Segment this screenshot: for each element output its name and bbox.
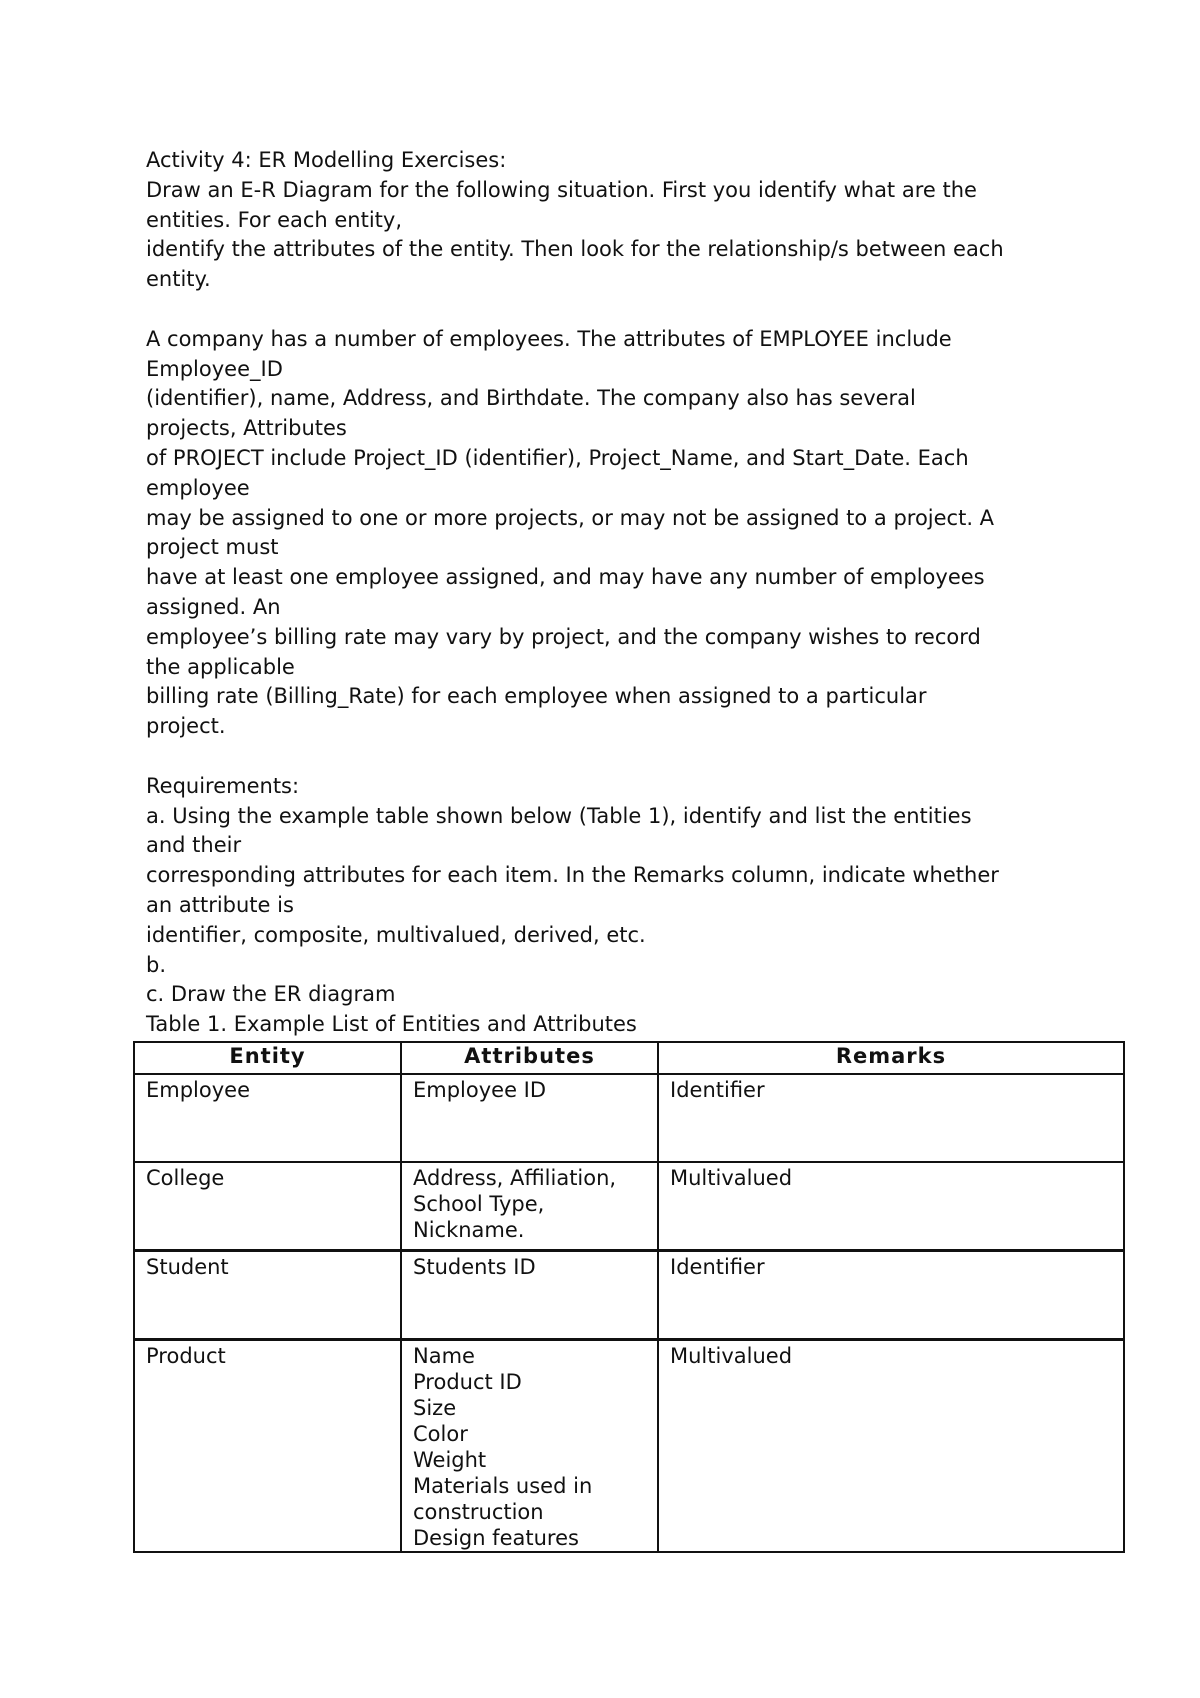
- scenario-line: employee: [146, 475, 250, 500]
- cell-attributes: [401, 1340, 658, 1553]
- attribute-line: Materials used in: [413, 1474, 593, 1498]
- table-row: [134, 1162, 1124, 1251]
- scenario-line: have at least one employee assigned, and may have any number of employees: [146, 565, 985, 590]
- cell-entity: Product: [134, 1340, 401, 1553]
- cell-attributes: [401, 1251, 658, 1340]
- entity-attribute-table: [133, 1041, 1125, 1553]
- requirement-line: corresponding attributes for each item. In the Remarks column, indicate whether: [146, 863, 999, 888]
- attribute-line: Students ID: [413, 1255, 536, 1279]
- table-row: [134, 1251, 1124, 1340]
- intro-line: Draw an E-R Diagram for the following situation. First you identify what are the: [146, 177, 977, 202]
- scenario-line: (identifier), name, Address, and Birthdate. The company also has several: [146, 386, 916, 411]
- cell-remarks: Multivalued: [658, 1162, 1124, 1251]
- requirement-line: a. Using the example table shown below (Table 1), identify and list the entities: [146, 803, 972, 828]
- header-remarks: Remarks: [658, 1042, 1124, 1074]
- intro-line: identify the attributes of the entity. Then look for the relationship/s between each: [146, 237, 1004, 262]
- scenario-line: billing rate (Billing_Rate) for each employee when assigned to a particular: [146, 684, 927, 709]
- attribute-line: Size: [413, 1396, 457, 1420]
- table-caption: Table 1. Example List of Entities and Attributes: [146, 1012, 637, 1037]
- requirements-heading: Requirements:: [146, 773, 300, 798]
- table-row: [134, 1340, 1124, 1553]
- scenario-line: employee’s billing rate may vary by project, and the company wishes to record: [146, 624, 981, 649]
- attribute-line: Design features: [413, 1526, 579, 1550]
- scenario-line: projects, Attributes: [146, 416, 347, 441]
- requirement-line: identifier, composite, multivalued, derived, etc.: [146, 922, 646, 947]
- cell-entity: Student: [134, 1251, 401, 1340]
- requirement-line: b.: [146, 952, 167, 977]
- scenario-line: assigned. An: [146, 594, 281, 619]
- cell-remarks: Multivalued: [658, 1340, 1124, 1553]
- attribute-line: Weight: [413, 1448, 487, 1472]
- scenario-line: project must: [146, 535, 279, 560]
- scenario-line: A company has a number of employees. The attributes of EMPLOYEE include: [146, 326, 952, 351]
- attribute-line: Name: [413, 1344, 475, 1368]
- scenario-line: project.: [146, 714, 226, 739]
- table-header-row: [134, 1042, 1124, 1074]
- cell-attributes: [401, 1074, 658, 1162]
- cell-remarks: Identifier: [658, 1074, 1124, 1162]
- entity-table-container: [133, 1041, 1125, 1553]
- requirement-line: c. Draw the ER diagram: [146, 982, 396, 1007]
- attribute-line: Address, Affiliation,: [413, 1166, 617, 1190]
- attribute-line: Product ID: [413, 1370, 522, 1394]
- attribute-line: Nickname.: [413, 1218, 525, 1242]
- activity-title: Activity 4: ER Modelling Exercises:: [146, 148, 507, 172]
- cell-entity: Employee: [134, 1074, 401, 1162]
- requirement-line: and their: [146, 833, 242, 858]
- cell-remarks: Identifier: [658, 1251, 1124, 1340]
- intro-line: entities. For each entity,: [146, 207, 403, 232]
- header-entity: Entity: [134, 1042, 401, 1074]
- scenario-line: may be assigned to one or more projects, or may not be assigned to a project. A: [146, 505, 995, 530]
- attribute-line: Color: [413, 1422, 468, 1446]
- table-row: [134, 1074, 1124, 1162]
- scenario-line: Employee_ID: [146, 356, 283, 381]
- cell-entity: College: [134, 1162, 401, 1251]
- attribute-line: School Type,: [413, 1192, 545, 1216]
- attribute-line: Employee ID: [413, 1078, 547, 1102]
- scenario-line: of PROJECT include Project_ID (identifier), Project_Name, and Start_Date. Each: [146, 445, 969, 470]
- cell-attributes: [401, 1162, 658, 1251]
- header-attributes: Attributes: [401, 1042, 658, 1074]
- attribute-line: construction: [413, 1500, 544, 1524]
- scenario-line: the applicable: [146, 654, 295, 679]
- document-body: [146, 146, 1076, 1040]
- paragraph-spacer: [146, 295, 1076, 325]
- intro-line: entity.: [146, 267, 211, 292]
- requirement-line: an attribute is: [146, 892, 294, 917]
- paragraph-spacer: [146, 742, 1076, 772]
